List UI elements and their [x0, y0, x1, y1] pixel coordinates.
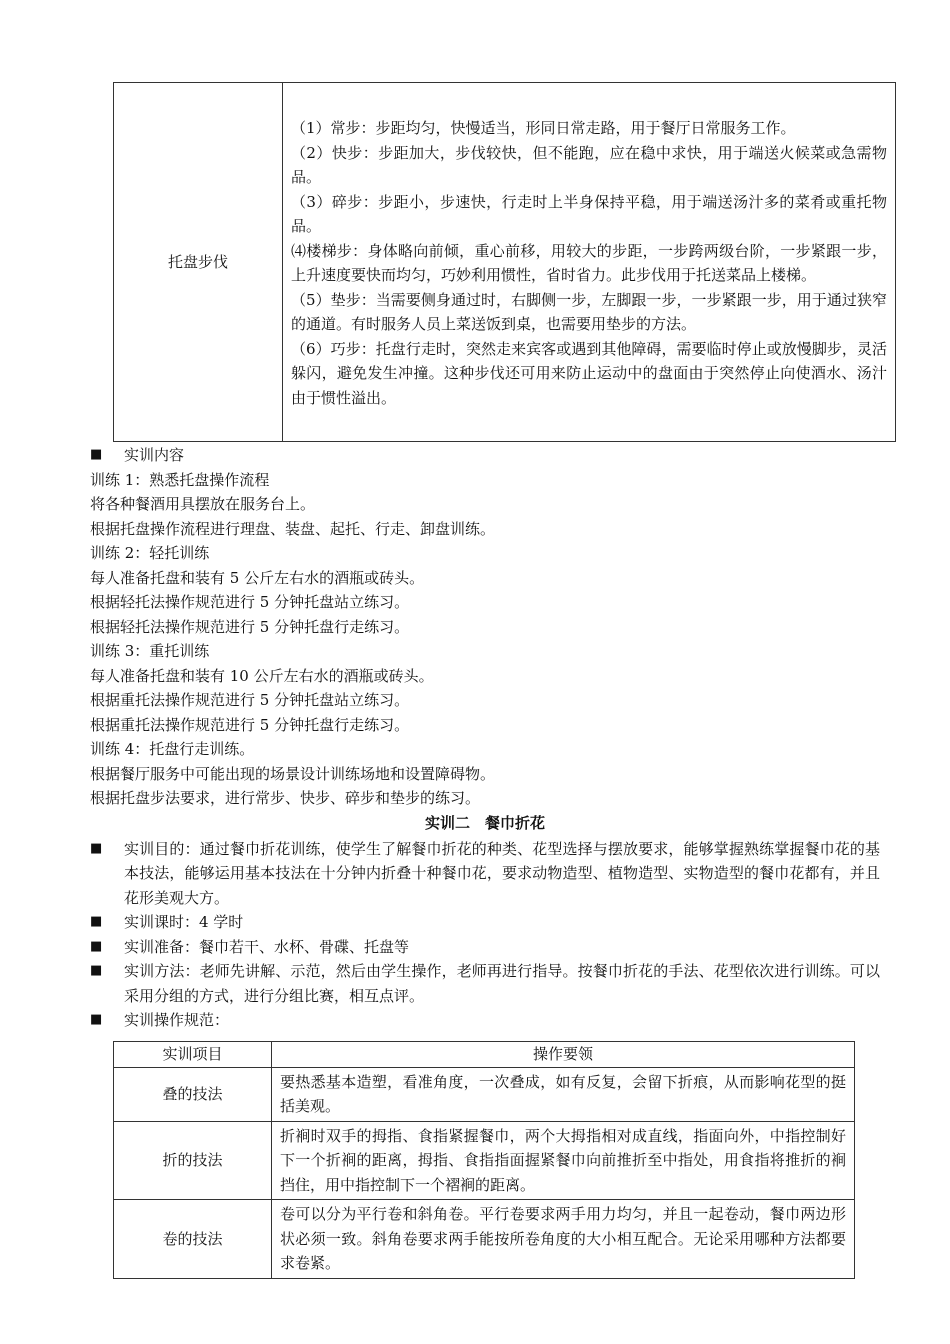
square-bullet-icon: ■: [90, 938, 103, 954]
ops-desc-cell: 要热悉基本造塑，看准角度，一次叠成，如有反复，会留下折痕，从而影响花型的挺括美观。: [272, 1067, 855, 1121]
content-line: 根据托盘操作流程进行理盘、装盘、起托、行走、卸盘训练。: [90, 519, 496, 538]
square-bullet-icon: ■: [90, 840, 103, 856]
table-row: [114, 1067, 855, 1121]
ops-desc-cell: 折裥时双手的拇指、食指紧握餐巾，两个大拇指相对成直线，指面向外，中指控制好下一个折裥的距离，拇指、食指指面握紧餐巾向前推折至中指处，用食指将推折的裥挡住，用中指控制下一个褶裥的距离。: [272, 1121, 855, 1200]
square-bullet-icon: ■: [90, 914, 103, 929]
list-item-text: 实训方法：老师先讲解、示范，然后由学生操作，老师再进行指导。按餐巾折花的手法、花型依次进行训练。可以采用分组的方式，进行分组比赛，相互点评。: [124, 962, 880, 1005]
steps-row: [114, 83, 896, 442]
content-section-title: 实训内容: [124, 446, 185, 464]
ops-header-item: 实训项目: [114, 1042, 272, 1068]
content-line: 根据轻托法操作规范进行 5 分钟托盘站立练习。: [90, 593, 410, 611]
steps-content-cell: [283, 83, 896, 442]
content-line: 将各种餐酒用具摆放在服务台上。: [90, 495, 316, 513]
content-line: 根据重托法操作规范进行 5 分钟托盘行走练习。: [90, 715, 410, 734]
list-item: [90, 935, 880, 960]
content-line: 训练 3：重托训练: [90, 642, 210, 660]
table-row: [114, 1200, 855, 1279]
list-item-text: 实训操作规范：: [124, 1011, 230, 1029]
content-line: 根据餐厅服务中可能出现的场景设计训练场地和设置障碍物。: [90, 764, 496, 783]
content-line: 根据托盘步法要求，进行常步、快步、碎步和垫步的练习。: [90, 789, 481, 807]
content-line: 训练 1：熟悉托盘操作流程: [90, 470, 270, 489]
content-line: 训练 4：托盘行走训练。: [90, 740, 255, 758]
ops-item-cell: 折的技法: [114, 1121, 272, 1200]
step-item: （2）快步：步距加大，步伐较快，但不能跑，应在稳中求快，用于端送火候菜或急需物品。: [291, 143, 887, 186]
ops-header-row: [114, 1042, 855, 1068]
content-line: 每人准备托盘和装有 5 公斤左右水的酒瓶或砖头。: [90, 568, 425, 587]
step-item: （6）巧步：托盘行走时，突然走来宾客或遇到其他障碍，需要临时停止或放慢脚步，灵活躲闪，避免发生冲撞。这种步伐还可用来防止运动中的盘面由于突然停止向使酒水、汤汁由于惯性溢出。: [291, 339, 887, 407]
section-two-heading: 实训二 餐巾折花: [424, 813, 545, 832]
step-item: （1）常步：步距均匀，快慢适当，形同日常走路，用于餐厅日常服务工作。: [291, 119, 796, 137]
list-item-text: 实训准备：餐巾若干、水杯、骨碟、托盘等: [124, 937, 410, 956]
content-line: 每人准备托盘和装有 10 公斤左右水的酒瓶或砖头。: [90, 666, 434, 685]
content-line: 根据重托法操作规范进行 5 分钟托盘站立练习。: [90, 691, 410, 709]
list-item-text: 实训目的：通过餐巾折花训练，使学生了解餐巾折花的种类、花型选择与摆放要求，能够掌握熟练掌握餐巾花的基本技法，能够运用基本技法在十分钟内折叠十种餐巾花，要求动物造型、植物造型、实物造型的餐巾花都有，并且花形美观大方。: [124, 839, 880, 907]
step-item: （3）碎步：步距小，步速快，行走时上半身保持平稳，用于端送汤汁多的菜肴或重托物品。: [291, 192, 887, 235]
section-two-list: [90, 837, 880, 1033]
square-bullet-icon: ■: [90, 963, 103, 978]
square-bullet-icon: ■: [90, 1012, 103, 1027]
content-line: 训练 2：轻托训练: [90, 544, 210, 562]
step-item: ⑷楼梯步：身体略向前倾，重心前移，用较大的步距，一步跨两级台阶，一步紧跟一步，上升速度要快而均匀，巧妙利用惯性，省时省力。此步伐用于托送菜品上楼梯。: [291, 241, 887, 284]
steps-label-cell: 托盘步伐: [114, 83, 283, 442]
content-line: 根据轻托法操作规范进行 5 分钟托盘行走练习。: [90, 617, 410, 636]
steps-table: [113, 82, 896, 442]
step-item: （5）垫步：当需要侧身通过时，右脚侧一步，左脚跟一步，一步紧跟一步，用于通过狭窄的通道。有时服务人员上菜送饭到桌，也需要用垫步的方法。: [291, 290, 887, 333]
content-section-heading: [90, 443, 865, 468]
ops-desc-cell: 卷可以分为平行卷和斜角卷。平行卷要求两手用力均匀，并且一起卷动，餐巾两边形状必须一致。斜角卷要求两手能按所卷角度的大小相互配合。无论采用哪种方法都要求卷紧。: [272, 1200, 855, 1279]
ops-table: [113, 1041, 855, 1279]
list-item: [90, 959, 880, 1008]
list-item: [90, 1008, 880, 1033]
ops-item-cell: 卷的技法: [114, 1200, 272, 1279]
list-item: [90, 910, 880, 935]
list-item-text: 实训课时：4 学时: [124, 913, 244, 931]
ops-header-desc: 操作要领: [272, 1042, 855, 1068]
body-text: [90, 443, 880, 1033]
table-row: [114, 1121, 855, 1200]
square-bullet-icon: ■: [90, 447, 103, 462]
ops-item-cell: 叠的技法: [114, 1067, 272, 1121]
list-item: [90, 837, 880, 911]
